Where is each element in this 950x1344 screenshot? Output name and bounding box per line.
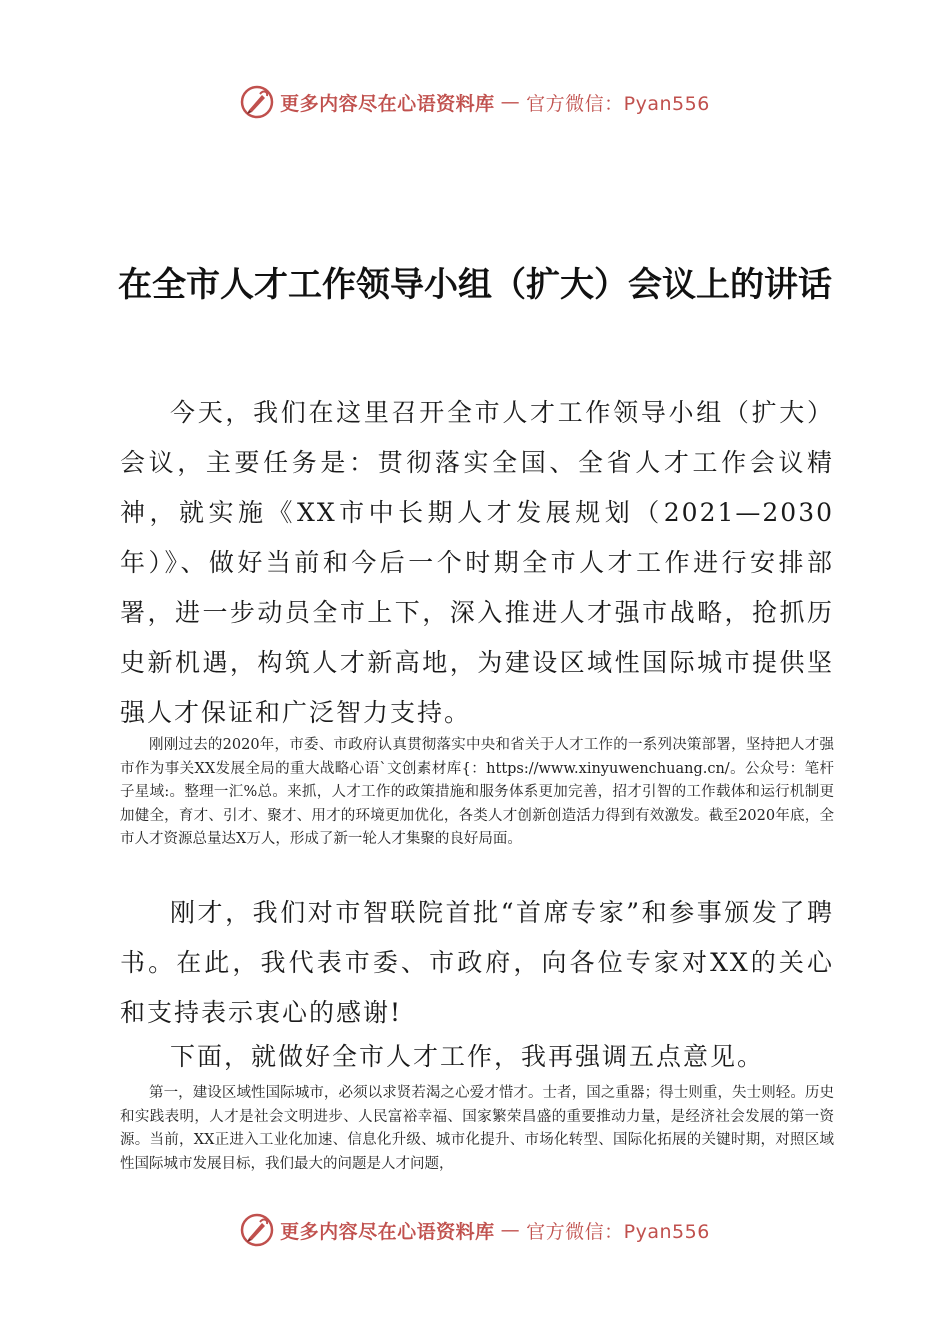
- paragraph-review-2020: 刚刚过去的2020年，市委、市政府认真贯彻落实中央和省关于人才工作的一系列决策部署，坚持把人才强市作为事关XX发展全局的重大战略心语`文创素材库{：https://www.xinyuwenchuang.cn/。公众号：笔杆子星域:。整理一汇%总。来抓，人才工作的政策措施和服务体系更加完善，招才引智的工作载体和运行机制更加健全，育才、引才、聚才、用才的环境更加优化，各类人才创新创造活力得到有效激发。截至2020年底，全市人才资源总量达X万人，形成了新一轮人才集聚的良好局面。: [120, 737, 834, 847]
- banner-dash: —: [500, 1219, 521, 1241]
- paragraph-opening: 今天，我们在这里召开全市人才工作领导小组（扩大）会议，主要任务是：贯彻落实全国、全省人才工作会议精神，就实施《XX市中长期人才发展规划（2021—2030年）》、做好当前和今后一个时期全市人才工作进行安排部署，进一步动员全市上下，深入推进人才强市战略，抢抓历史新机遇，构筑人才新高地，为建设区域性国际城市提供坚强人才保证和广泛智力支持。: [120, 398, 834, 727]
- banner-side-text: 官方微信：Pyan556: [526, 1220, 710, 1243]
- footer-banner: [0, 1210, 950, 1250]
- paragraph-point-one: 第一，建设区域性国际城市，必须以求贤若渴之心爱才惜才。士者，国之重器；得士则重，失士则轻。历史和实践表明，人才是社会文明进步、人民富裕幸福、国家繁荣昌盛的重要推动力量，是经济社会发展的第一资源。当前，XX正进入工业化加速、信息化升级、城市化提升、市场化转型、国际化拓展的关键时期，对照区域性国际城市发展目标，我们最大的问题是人才问题，: [120, 1085, 834, 1172]
- paragraph-five-points: 下面，就做好全市人才工作，我再强调五点意见。: [170, 1042, 765, 1071]
- header-banner: [0, 82, 950, 122]
- banner-main-text: 更多内容尽在心语资料库: [280, 1220, 495, 1243]
- document-title: 在全市人才工作领导小组（扩大）会议上的讲话: [118, 265, 832, 305]
- banner-main-text: 更多内容尽在心语资料库: [280, 92, 495, 115]
- pen-logo-icon: [240, 1213, 274, 1247]
- banner-side-text: 官方微信：Pyan556: [526, 92, 710, 115]
- banner-dash: —: [500, 91, 521, 113]
- pen-logo-icon: [240, 85, 274, 119]
- paragraph-experts: 刚才，我们对市智联院首批“首席专家”和参事颁发了聘书。在此，我代表市委、市政府，向各位专家对XX的关心和支持表示衷心的感谢!: [120, 898, 834, 1027]
